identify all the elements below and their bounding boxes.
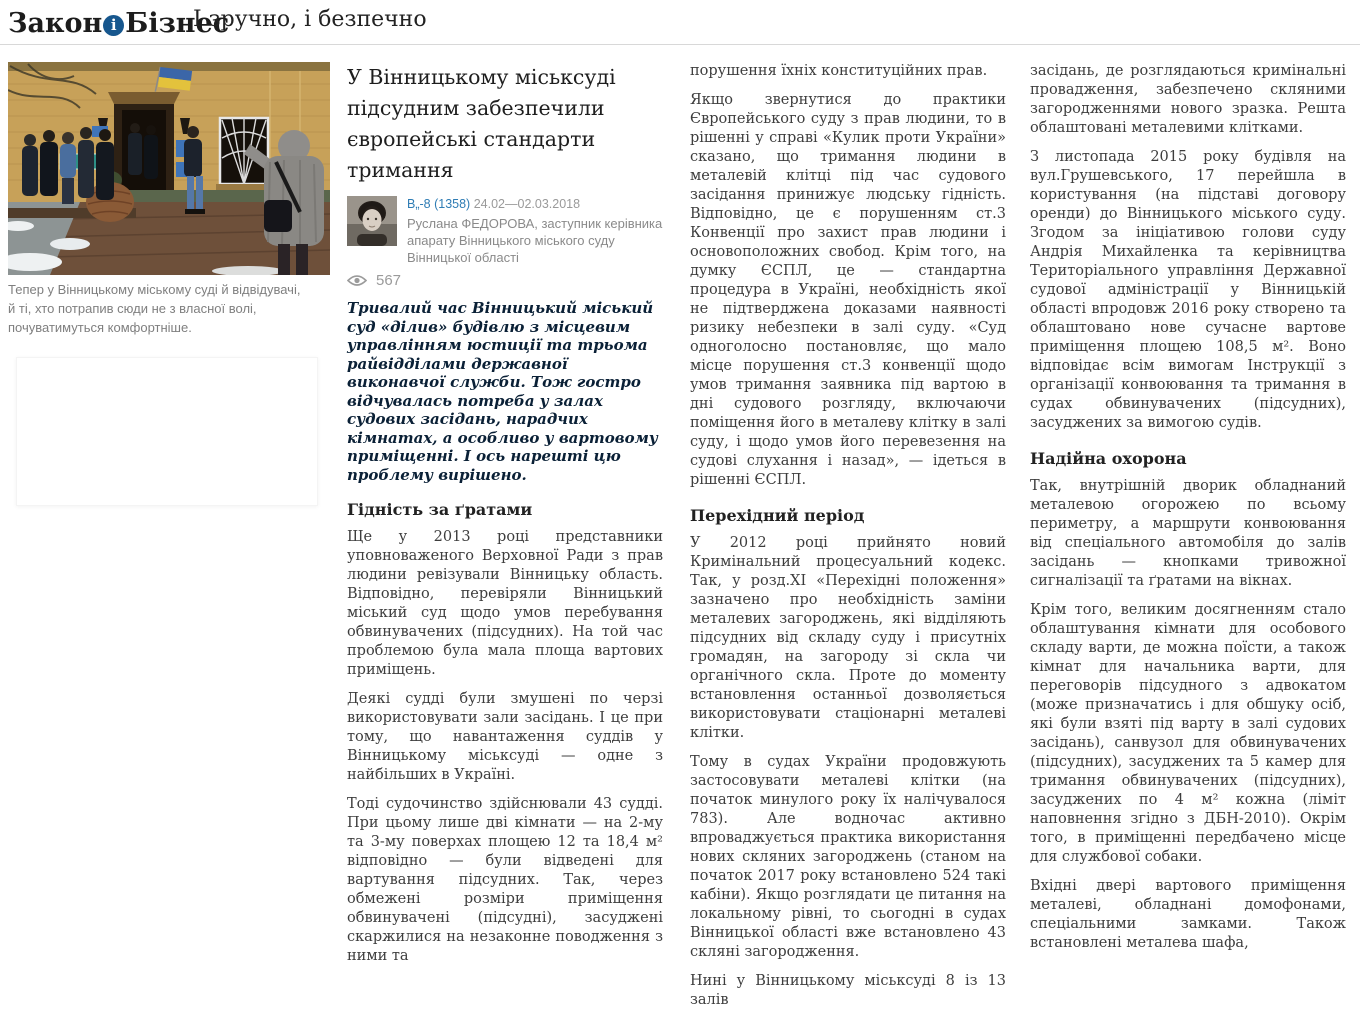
article-paragraph: Вхідні двері вартового приміщення металеві, обладнані домофонами, спеціальними замками. Також встановлені металева шафа, <box>1030 878 1346 951</box>
article-paragraph: З листопада 2015 року будівля на вул.Грушевського, 17 перейшла в користування (на підставі договору оренди) до Вінницького міського суду. Згодом за ініціативою голови суду Андрія Михайленка та керівництва Територіального управління Державної судової адміністрації у Вінницькій області впродовж 2016 року створено та облаштовано нове сучасне вартове приміщення площею 108,5 м². Воно відповідає всім вимогам Інструкції з організації конвоювання та тримання в судах обвинувачених (підсудних), засуджених за вимогою судів. <box>1030 149 1346 431</box>
article-paragraph: Нині у Вінницькому міськсуді 8 із 13 залів <box>690 973 1006 1008</box>
site-header <box>0 0 1360 45</box>
article-column-3 <box>1030 62 1346 963</box>
logo-i-icon <box>103 15 124 36</box>
section-heading: Гідність за ґратами <box>347 500 533 519</box>
logo-i-letter: і <box>110 16 117 34</box>
author-name: Руслана ФЕДОРОВА, заступник керівника апарату Вінницького міського суду Вінницької області <box>407 216 663 265</box>
byline <box>347 196 663 266</box>
article-title: У Вінницькому міськсуді підсудним забезпечили європейські стандарти тримання <box>347 65 616 182</box>
logo-text-right: Бізнес <box>125 7 230 39</box>
article-paragraph: Тоді судочинство здійснювали 43 судді. При цьому лише дві кімнати — на 2-му та 3-му поверхах площею 12 та 18,4 м² відповідно — були відведені для вартування підсудних. Так, через обмежені розміри приміщення обвинувачені (підсудні), засуджені скаржилися на незаконне поводження з ними та <box>347 796 663 964</box>
views-count: 567 <box>376 272 402 289</box>
article-paragraph: Ще у 2013 році представники уповноваженого Верховної Ради з прав людини ревізували Вінницьку область. Відповідно, перевіряли Вінницький міський суд щодо умов перебування обвинувачених (підсудних). На той час проблемою була мала площа вартових приміщень. <box>347 529 663 678</box>
issue-link[interactable]: В„-8 (1358) <box>407 197 471 211</box>
author-avatar <box>347 196 397 246</box>
article-column-1 <box>347 62 663 976</box>
views-counter <box>347 272 663 289</box>
ad-placeholder <box>16 357 318 506</box>
article-lead: Тривалий час Вінницький міський суд «ділив» будівлю з місцевим управлінням юстиції та трьома райвідділами державної виконавчої служби. Тож гостро відчувалась потреба у залах судових засідань, нарадчих кімнатах, а особливо у вартовому приміщенні. І ось нарешті цю проблему вирішено. <box>347 299 658 484</box>
article-paragraph: Якщо звернутися до практики Європейського суду з прав людини, то в рішенні у справі «Кулик проти України» сказано, що тримання людини в металевій клітці під час судового засідання принижує людську гідність. Відповідно, це є порушенням ст.3 Конвенції про захист прав людини і основоположних свобод. Крім того, на думку ЄСПЛ, це — стандартна процедура в Україні, необхідність якої не підтверджена доказами наявності ризику небезпеки в залі суду. «Суд одноголосно постановляє, що мало місце порушення ст.3 конвенції щодо умов тримання заявника під вартою в дні судового розгляду, включаючи поміщення його в металеву клітку в залі суду, і щодо умов його перевезення на судові слухання і назад», — ідеться в рішенні ЄСПЛ. <box>690 92 1006 488</box>
article-meta <box>407 196 663 266</box>
article-paragraph: засідань, де розглядаються кримінальні провадження, забезпечено скляними загородженнями нового зразка. Решта облаштовані металевими клітками. <box>1030 63 1346 136</box>
article-paragraph: порушення їхніх конституційних прав. <box>690 63 988 79</box>
section-heading: Перехідний період <box>690 506 865 525</box>
article-paragraph: У 2012 році прийнято новий Кримінальний процесуальний кодекс. Так, у розд.XI «Перехідні положення» зазначено про необхідність заміни металевих загороджень, які відділяють підсудних від складу суду і присутніх громадян, на загороду зі скла чи органічного скла. Проте до моменту встановлення останньої дозволяється використовувати стаціонарні металеві клітки. <box>690 535 1006 741</box>
article-paragraph: Так, внутрішній дворик обладнаний металевою огорожею по всьому периметру, а маршрути конвоювання від спеціального автомобіля до залів засідань — кнопками тривожної сигналізації та ґратами на вікнах. <box>1030 478 1346 589</box>
views-eye-icon <box>347 274 367 287</box>
article-paragraph: Тому в судах України продовжують застосовувати металеві клітки (на початок минулого року їх налічувалося 783). Але водночас активно впроваджується практика використання нових скляних загороджень (станом на початок 2017 року встановлено 524 такі кабіни). Якщо розглядати це питання на локальному рівні, то сьогодні в судах Вінницької області вже встановлено 43 скляні загородження. <box>690 754 1006 960</box>
issue-date: 24.02—02.03.2018 <box>473 197 581 211</box>
section-heading: Надійна охорона <box>1030 449 1187 468</box>
article-photo <box>8 62 330 275</box>
article-paragraph: Крім того, великим досягненням стало облаштування кімнати для особового складу варти, де можна поїсти, а також кімнат для начальника варти, для переговорів підсудного з адвокатом (може призначатись і для обшуку осіб, які були взяті під варту в залі судових засідань), санвузол для обвинувачених (підсудних), засуджених та 5 камер для тримання обвинувачених (підсудних), засуджених по 4 м² кожна (ліміт наповнення згідно з ДБН-2010). Окрім того, в приміщенні передбачено місце для службової собаки. <box>1030 602 1346 865</box>
site-tagline: І зручно, і безпечно <box>193 7 427 32</box>
logo-text-left: Закон <box>8 7 103 39</box>
article-column-2 <box>690 62 1006 1020</box>
article-paragraph: Деякі судді були змушені по черзі використовувати зали засідань. І це при тому, що навантаження суддів у Вінницькому міськсуді — одне з найбільших в Україні. <box>347 691 663 783</box>
photo-caption: Тепер у Вінницькому міському суді й відвідувачі, й ті, хто потрапив сюди не з власної волі, почуватимуться комфортніше. <box>8 282 301 335</box>
